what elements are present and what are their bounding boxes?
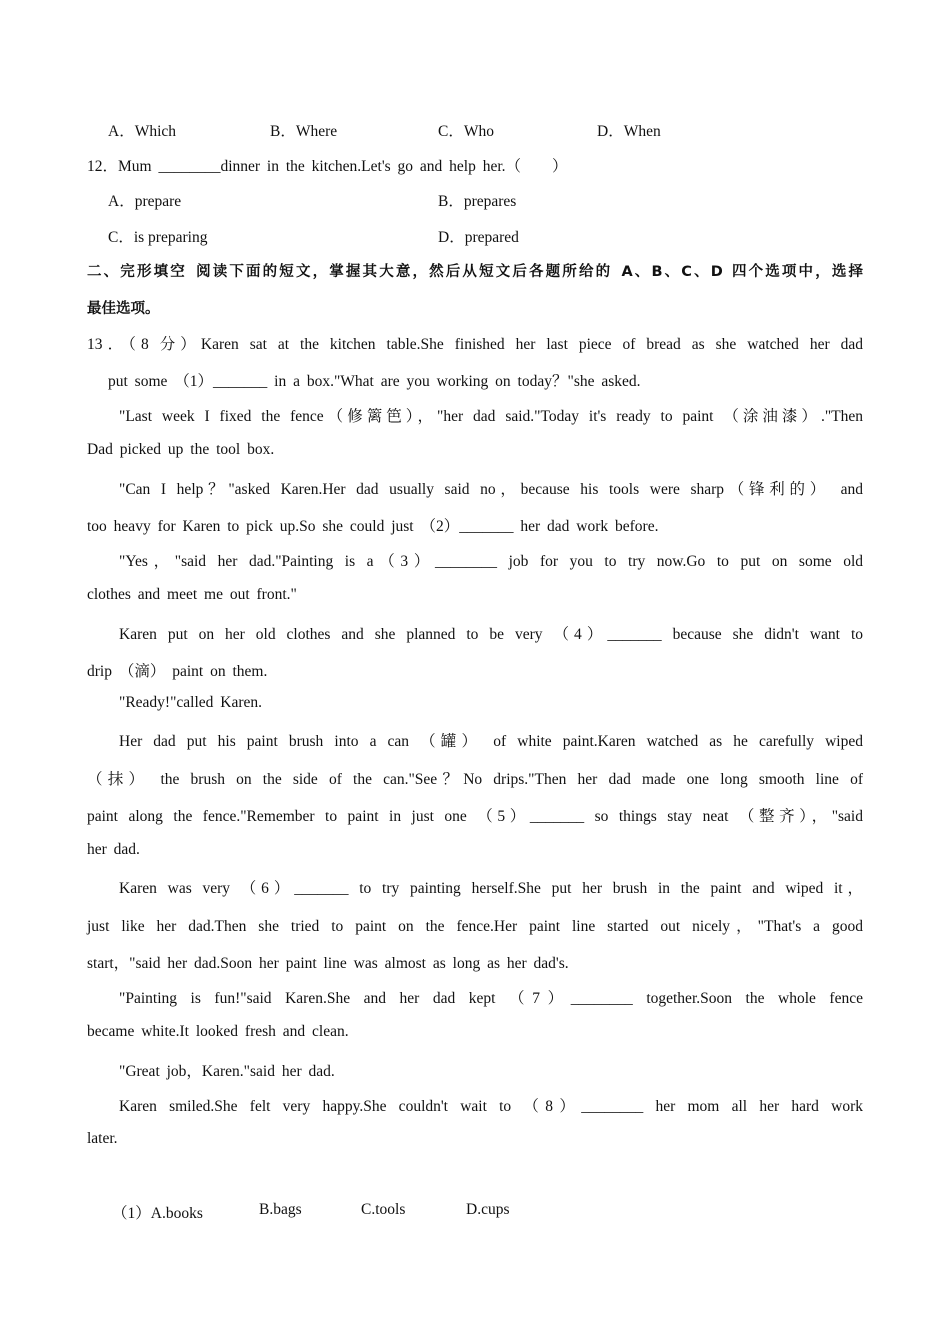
q11-option-c: C．Who [438,123,494,140]
passage-line: put some （1）_______ in a box."What are you working on today？"she asked. [108,373,641,390]
passage-line: "Ready!"called Karen. [119,694,263,711]
passage-line: later. [87,1130,118,1147]
section-2-heading-cont: 最佳选项。 [87,301,160,317]
passage-line: "Painting is fun!"said Karen.She and her dad kept （7）________ together.Soon the whole fence [119,990,863,1007]
passage-line: too heavy for Karen to pick up.So she could just （2）_______ her dad work before. [87,518,659,535]
cloze-1-option-c: C.tools [361,1201,406,1218]
cloze-1-option-a: （1）A.books [112,1205,203,1222]
passage-line: just like her dad.Then she tried to paint on the fence.Her paint line started out nicely，"That's a good [87,918,863,935]
passage-line: paint along the fence."Remember to paint in just one （5）_______ so things stay neat （整齐），"said [87,808,863,825]
q12-option-a: A．prepare [108,193,182,210]
q12-option-c: C．is preparing [108,229,208,246]
passage-line: drip （滴） paint on them. [87,663,268,680]
section-2-heading: 二、完形填空 阅读下面的短文，掌握其大意，然后从短文后各题所给的 A、B、C、D 四个选项中，选择 [87,264,863,280]
passage-line: Karen was very （6）_______ to try painting herself.She put her brush in the paint and wiped it， [119,880,863,897]
passage-line: start，"said her dad.Soon her paint line was almost as long as her dad's. [87,955,569,972]
passage-line: became white.It looked fresh and clean. [87,1023,349,1040]
q11-option-a: A．Which [108,123,177,140]
passage-line: "Yes，"said her dad."Painting is a（3）________ job for you to try now.Go to put on some old [119,553,863,570]
passage-line: 13．（8 分）Karen sat at the kitchen table.She finished her last piece of bread as she watched her dad [87,336,863,353]
q11-option-b: B．Where [270,123,338,140]
passage-line: her dad. [87,841,140,858]
passage-line: Her dad put his paint brush into a can （罐） of white paint.Karen watched as he carefully wiped [119,733,863,750]
passage-line: "Can I help？"asked Karen.Her dad usually said no，because his tools were sharp（锋利的） and [119,481,863,498]
cloze-1-option-d: D.cups [466,1201,510,1218]
q12-stem: 12．Mum ________dinner in the kitchen.Let's go and help her.（ ） [87,158,568,175]
passage-line: Dad picked up the tool box. [87,441,275,458]
q12-option-d: D．prepared [438,229,519,246]
passage-line: （抹） the brush on the side of the can."See？No drips."Then her dad made one long smooth line of [87,771,863,788]
passage-line: Karen put on her old clothes and she planned to be very （4）_______ because she didn't want to [119,626,863,643]
passage-line: "Last week I fixed the fence（修篱笆），"her dad said."Today it's ready to paint （涂油漆）."Then [119,408,863,425]
passage-line: clothes and meet me out front." [87,586,297,603]
q11-option-d: D．When [597,123,661,140]
cloze-1-option-b: B.bags [259,1201,302,1218]
passage-line: "Great job，Karen."said her dad. [119,1063,335,1080]
q12-option-b: B．prepares [438,193,517,210]
passage-line: Karen smiled.She felt very happy.She couldn't wait to （8）________ her mom all her hard work [119,1098,863,1115]
